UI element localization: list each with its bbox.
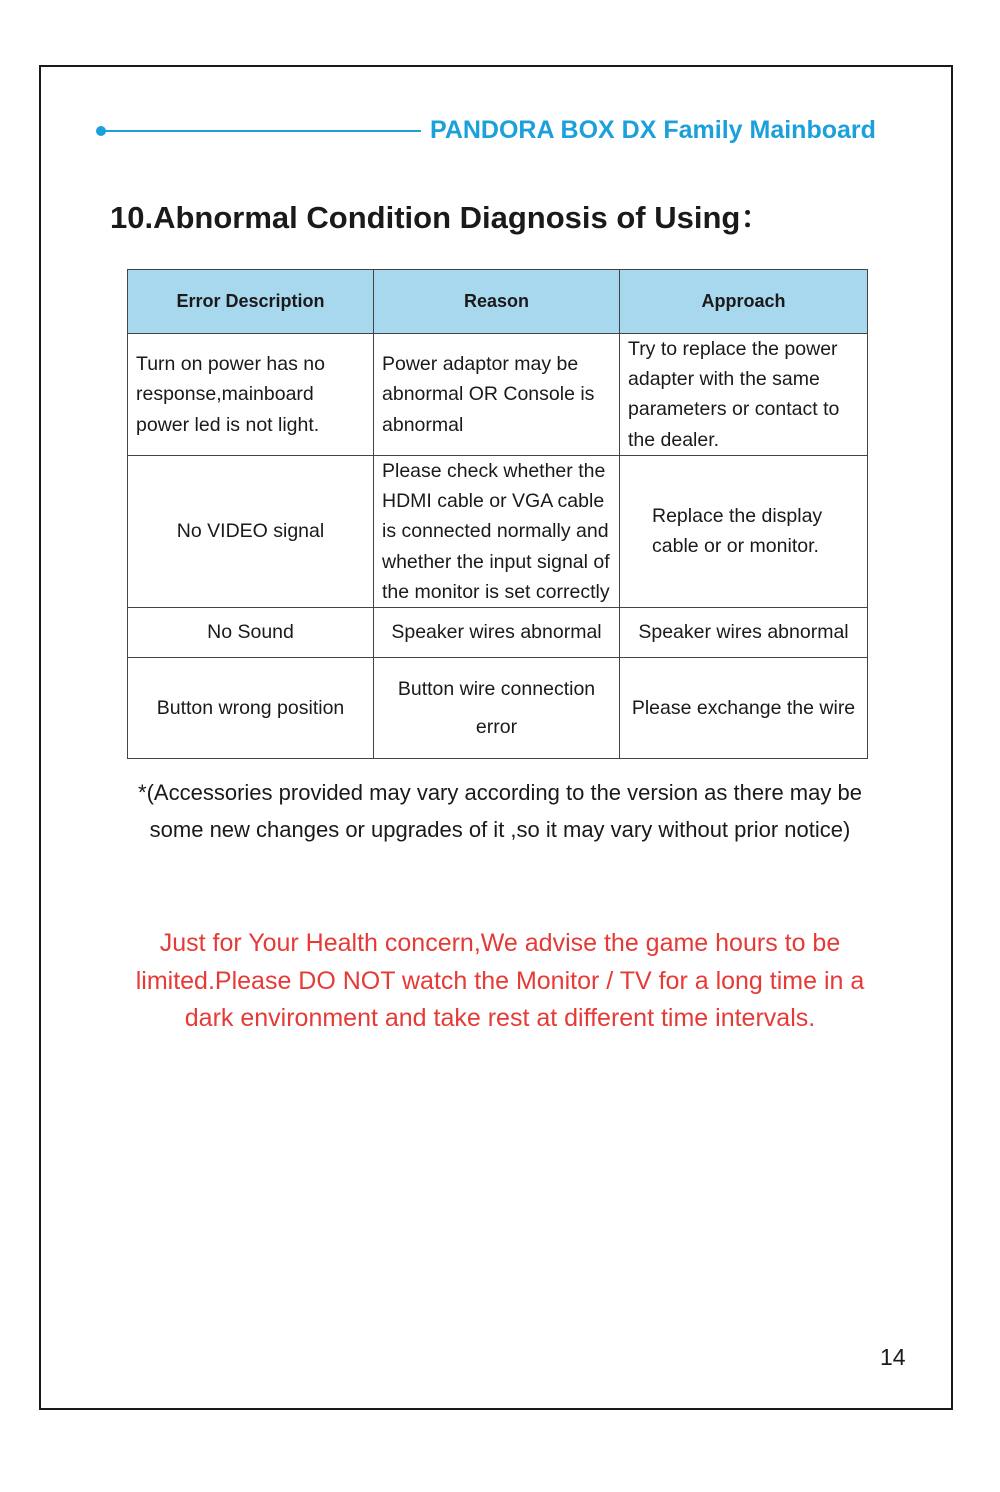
reason-cell: Button wire connection error — [374, 657, 620, 758]
page-number: 14 — [880, 1344, 906, 1370]
table-row — [128, 455, 868, 607]
error-cell: No VIDEO signal — [128, 455, 374, 607]
error-cell: Turn on power has no response,mainboard power led is not light. — [128, 334, 374, 456]
header-title: PANDORA BOX DX Family Mainboard — [430, 116, 876, 144]
table-row — [128, 657, 868, 758]
approach-cell: Speaker wires abnormal — [620, 607, 868, 657]
column-header-approach: Approach — [620, 270, 868, 334]
column-header-error: Error Description — [128, 270, 374, 334]
table-row — [128, 334, 868, 456]
approach-cell: Please exchange the wire — [620, 657, 868, 758]
error-cell: Button wrong position — [128, 657, 374, 758]
reason-cell: Power adaptor may be abnormal OR Console is abnormal — [374, 334, 620, 456]
error-cell: No Sound — [128, 607, 374, 657]
accessories-note: *(Accessories provided may vary according to the version as there may be some new changes or upgrades of it ,so it may vary without prior notice) — [138, 780, 862, 843]
health-notice: Just for Your Health concern,We advise the game hours to be limited.Please DO NOT watch the Monitor / TV for a long time in a dark environment and take rest at different time intervals. — [135, 929, 865, 1032]
approach-cell: Replace the display cable or or monitor. — [620, 455, 868, 607]
approach-cell: Try to replace the power adapter with the same parameters or contact to the dealer. — [620, 334, 868, 456]
table-header-row — [128, 270, 868, 334]
reason-cell: Please check whether the HDMI cable or VGA cable is connected normally and whether the input signal of the monitor is set correctly — [374, 455, 620, 607]
column-header-reason: Reason — [374, 270, 620, 334]
diagnosis-table — [127, 269, 868, 759]
section-title: 10.Abnormal Condition Diagnosis of Using： — [110, 200, 772, 235]
reason-cell: Speaker wires abnormal — [374, 607, 620, 657]
header-rule — [101, 130, 421, 132]
table-row — [128, 607, 868, 657]
